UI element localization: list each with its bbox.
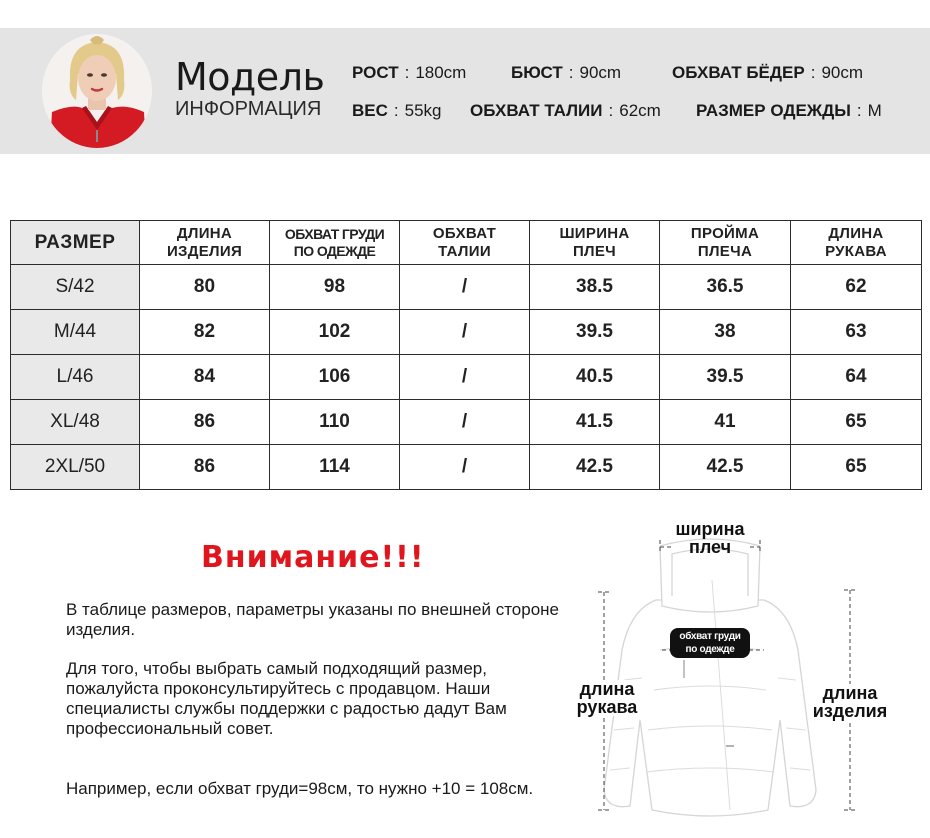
table-cell: 42.5 <box>660 445 791 490</box>
header-shoulder-width: ШИРИНА ПЛЕЧ <box>530 221 660 265</box>
cell-size: S/42 <box>11 265 140 310</box>
table-cell: / <box>400 265 530 310</box>
table-cell: 86 <box>140 400 270 445</box>
table-cell: 64 <box>791 355 922 400</box>
header-sleeve-length: ДЛИНА РУКАВА <box>791 221 922 265</box>
stat-value: M <box>867 101 882 120</box>
stat-value: 180cm <box>415 63 467 82</box>
model-portrait-icon <box>42 34 152 148</box>
stat-separator: : <box>568 63 574 82</box>
cell-size: 2XL/50 <box>11 445 140 490</box>
table-cell: 102 <box>270 310 400 355</box>
stat-waist <box>470 102 661 119</box>
stat-label: РОСТ <box>352 63 399 82</box>
label-chest-badge: обхват груди по одежде <box>670 628 750 658</box>
stat-weight <box>352 102 442 119</box>
table-cell: 110 <box>270 400 400 445</box>
cell-size: M/44 <box>11 310 140 355</box>
model-title: Модель <box>175 55 325 99</box>
table-row <box>11 355 922 400</box>
table-cell: / <box>400 355 530 400</box>
size-table <box>10 220 922 490</box>
header-chest: ОБХВАТ ГРУДИ ПО ОДЕЖДЕ <box>270 221 400 265</box>
table-cell: / <box>400 400 530 445</box>
stat-value: 90cm <box>821 63 864 82</box>
stat-label: РАЗМЕР ОДЕЖДЫ <box>696 101 851 120</box>
stat-separator: : <box>393 101 399 120</box>
stat-clothing-size <box>696 102 882 119</box>
stat-value: 90cm <box>579 63 622 82</box>
stat-height <box>352 64 466 81</box>
cell-size: XL/48 <box>11 400 140 445</box>
stat-value: 55kg <box>404 101 442 120</box>
table-cell: 39.5 <box>660 355 791 400</box>
table-cell: 63 <box>791 310 922 355</box>
table-row <box>11 445 922 490</box>
label-sleeve-length: длина рукава <box>572 680 642 716</box>
notice-paragraph-3: Например, если обхват груди=98см, то нужно +10 = 108см. <box>66 779 534 798</box>
label-shoulder-width: ширина плеч <box>675 519 745 557</box>
model-info-band <box>0 28 930 154</box>
table-cell: 65 <box>791 445 922 490</box>
header-length: ДЛИНА ИЗДЕЛИЯ <box>140 221 270 265</box>
table-row <box>11 400 922 445</box>
stat-hips <box>672 64 863 81</box>
table-cell: 40.5 <box>530 355 660 400</box>
table-cell: 39.5 <box>530 310 660 355</box>
table-row <box>11 265 922 310</box>
jacket-diagram <box>560 510 930 838</box>
header-armhole: ПРОЙМА ПЛЕЧА <box>660 221 791 265</box>
table-cell: 98 <box>270 265 400 310</box>
table-cell: 80 <box>140 265 270 310</box>
table-cell: 84 <box>140 355 270 400</box>
table-cell: 38 <box>660 310 791 355</box>
notice-title: Внимание!!! <box>201 540 425 575</box>
stat-separator: : <box>856 101 862 120</box>
stat-separator: : <box>608 101 614 120</box>
table-cell: 36.5 <box>660 265 791 310</box>
table-cell: 42.5 <box>530 445 660 490</box>
table-cell: 41 <box>660 400 791 445</box>
notice-paragraph-2: Для того, чтобы выбрать самый подходящий размер, пожалуйста проконсультируйтесь с продавцом. Наши специалисты службы поддержки с радостью дадут Вам профессиональный совет. <box>66 659 507 738</box>
stat-label: БЮСТ <box>511 63 563 82</box>
model-avatar <box>42 34 152 148</box>
cell-size: L/46 <box>11 355 140 400</box>
stat-separator: : <box>404 63 410 82</box>
header-waist: ОБХВАТ ТАЛИИ <box>400 221 530 265</box>
jacket-outline-icon <box>560 510 930 838</box>
table-cell: 82 <box>140 310 270 355</box>
stat-label: ОБХВАТ ТАЛИИ <box>470 101 603 120</box>
table-row <box>11 310 922 355</box>
table-cell: 114 <box>270 445 400 490</box>
header-size: РАЗМЕР <box>11 221 140 265</box>
label-garment-length: длина изделия <box>808 684 892 720</box>
table-cell: 62 <box>791 265 922 310</box>
table-header-row <box>11 221 922 265</box>
table-cell: 41.5 <box>530 400 660 445</box>
notice-paragraph-1: В таблице размеров, параметры указаны по внешней стороне изделия. <box>66 600 560 639</box>
table-cell: 65 <box>791 400 922 445</box>
stat-separator: : <box>810 63 816 82</box>
table-cell: 38.5 <box>530 265 660 310</box>
table-cell: 86 <box>140 445 270 490</box>
model-subtitle: ИНФОРМАЦИЯ <box>175 98 322 120</box>
stat-label: ВЕС <box>352 101 388 120</box>
stat-bust <box>511 64 621 81</box>
table-cell: 106 <box>270 355 400 400</box>
table-cell: / <box>400 310 530 355</box>
stat-label: ОБХВАТ БЁДЕР <box>672 63 805 82</box>
stat-value: 62cm <box>619 101 661 120</box>
table-cell: / <box>400 445 530 490</box>
